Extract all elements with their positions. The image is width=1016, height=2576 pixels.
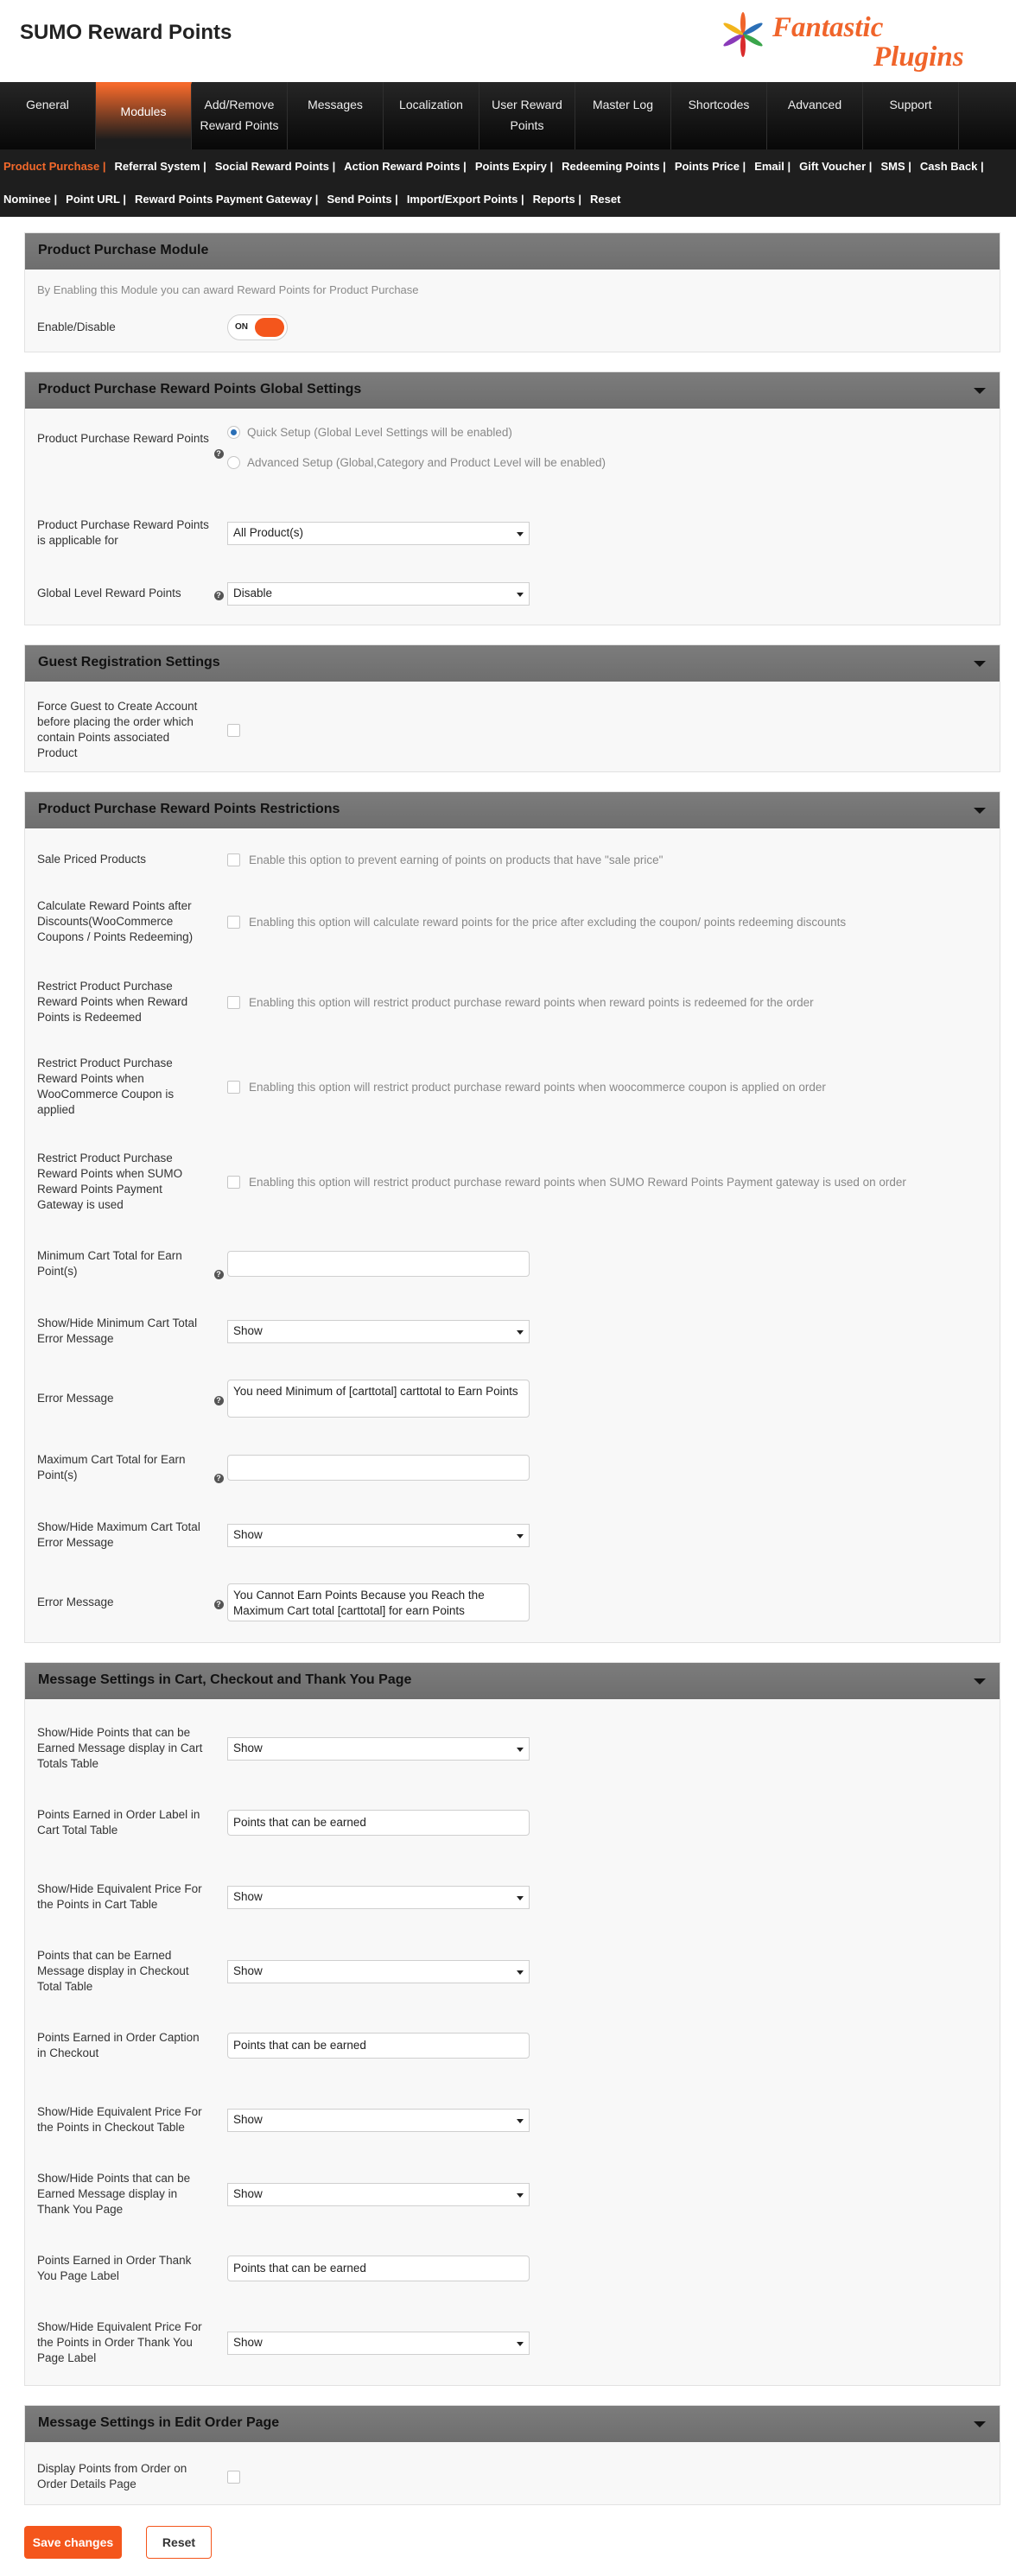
restrict-redeemed-checkbox[interactable] [227,996,240,1009]
module-enable-toggle[interactable] [227,314,288,340]
subnav-points-expiry[interactable]: Points Expiry | [474,160,554,173]
subnav-reports[interactable]: Reports | [532,193,581,206]
show-min-error-select[interactable] [227,1320,530,1343]
select-value: All Product(s) [233,525,304,539]
setting-label: Points Earned in Order Thank You Page Label [37,2254,192,2282]
max-cart-input[interactable] [227,1455,530,1481]
restrict-gateway-description: Enabling this option will restrict product purchase reward points when SUMO Reward Points Payment gateway is used on order [249,1175,906,1189]
setting-row [37,1433,987,1502]
subnav-social-reward-points[interactable]: Social Reward Points | [214,160,336,173]
subnav-product-purchase[interactable]: Product Purchase | [3,160,106,173]
field [227,1320,987,1343]
calc-after-discounts-description: Enabling this option will calculate reward points for the price after excluding the coupon/ points redeeming discounts [249,915,847,929]
subnav-referral-system[interactable]: Referral System | [114,160,206,173]
collapse-caret-icon[interactable] [974,2421,986,2427]
help-icon[interactable]: ? [214,591,224,600]
setting-row [37,2157,987,2231]
field [227,1251,987,1277]
setting-label: Show/Hide Points that can be Earned Message display in Thank You Page [37,2172,191,2216]
field [227,1960,987,1983]
settings-content [0,217,1016,2576]
tab-general[interactable]: General [0,82,96,149]
tab-messages[interactable]: Messages [288,82,384,149]
subnav-import-export-points[interactable]: Import/Export Points | [406,193,524,206]
panel-title-text: Message Settings in Cart, Checkout and Thank You Page [38,1672,412,1687]
main-nav [0,82,1016,149]
setting-row [37,568,987,619]
setting-row [37,965,987,1039]
setting-row [37,2454,987,2499]
chevron-down-icon [517,1330,524,1335]
max-cart-label: Maximum Cart Total for Earn Point(s) [37,1453,186,1482]
panel-title-text: Product Purchase Module [38,243,209,257]
field [227,1081,987,1094]
collapse-caret-icon[interactable] [974,661,986,667]
collapse-caret-icon[interactable] [974,808,986,814]
chevron-down-icon [517,2119,524,2123]
select-value: Show [233,1527,263,1541]
panel-restrictions [24,791,1000,1643]
thankyou-equivalent-price-select[interactable] [227,2332,530,2355]
setting-row [37,1786,987,1860]
select-value: Show [233,1964,263,1977]
select-value: Show [233,2112,263,2126]
chevron-down-icon [517,1896,524,1900]
setting-row [37,2008,987,2083]
field [227,996,987,1009]
module-sub-nav [0,149,1016,217]
min-error-message-textarea[interactable]: You need Minimum of [carttotal] carttotal to Earn Points [227,1380,530,1418]
chevron-down-icon [517,532,524,536]
applicable-select[interactable] [227,522,530,545]
panel-title [25,233,1000,270]
setting-row [37,2231,987,2306]
help-icon[interactable]: ? [214,1474,224,1483]
applicable-label: Product Purchase Reward Points is applicable for [37,518,209,547]
rp-setup-label: Product Purchase Reward Points [37,432,209,445]
tab-support[interactable]: Support [863,82,959,149]
panel-global-settings [24,371,1000,625]
save-changes-button[interactable]: Save changes [24,2526,122,2559]
panel-title-text: Product Purchase Reward Points Restrictions [38,802,340,816]
setting-row [37,1298,987,1364]
display-points-label: Display Points from Order on Order Details Page [37,2462,187,2490]
sale-priced-checkbox[interactable] [227,853,240,866]
sale-priced-description: Enable this option to prevent earning of points on products that have "sale price" [249,853,664,866]
tab-master-log[interactable]: Master Log [575,82,671,149]
cart-equivalent-price-select[interactable] [227,1886,530,1909]
force-guest-label: Force Guest to Create Account before placing the order which contain Points associated Product [37,700,198,759]
setting-row [37,1502,987,1568]
subnav-payment-gateway[interactable]: Reward Points Payment Gateway | [135,193,319,206]
setting-row [37,1134,987,1229]
show-max-error-label: Show/Hide Maximum Cart Total Error Message [37,1520,200,1549]
checkout-earned-caption-input[interactable]: Points that can be earned [227,2033,530,2059]
setting-row [37,1364,987,1433]
max-error-message-textarea[interactable]: You Cannot Earn Points Because you Reach the Maximum Cart total [carttotal] for earn Points [227,1583,530,1621]
help-slot [210,426,227,459]
field [227,2183,987,2206]
subnav-redeeming-points[interactable]: Redeeming Points | [562,160,666,173]
restrict-coupon-description: Enabling this option will restrict product purchase reward points when woocommerce coupon is applied on order [249,1080,826,1094]
sale-priced-label: Sale Priced Products [37,853,147,866]
help-icon[interactable]: ? [214,449,224,459]
select-value: Show [233,2335,263,2349]
toggle-text: ON [235,322,248,332]
subnav-point-url[interactable]: Point URL | [66,193,126,206]
field [227,522,987,545]
panel-edit-order [24,2405,1000,2505]
tab-modules-label: Modules [120,105,167,118]
panel-title-text: Product Purchase Reward Points Global Settings [38,382,362,397]
radio-quick-setup[interactable] [227,426,606,439]
app-header [0,0,1016,82]
collapse-caret-icon[interactable] [974,1678,986,1685]
min-cart-input[interactable] [227,1251,530,1277]
chevron-down-icon [517,593,524,597]
enable-disable-label: Enable/Disable [37,320,116,333]
panel-body [25,682,1000,771]
thankyou-earned-message-select[interactable] [227,2183,530,2206]
panel-title[interactable] [25,1663,1000,1699]
chevron-down-icon [517,1970,524,1975]
min-error-message-label: Error Message [37,1392,114,1405]
toggle-knob [255,318,284,337]
field [227,1810,987,1836]
checkout-earned-message-select[interactable] [227,1960,530,1983]
setting-label: Points Earned in Order Label in Cart Total Table [37,1808,200,1837]
display-points-checkbox[interactable] [227,2471,240,2484]
max-error-message-label: Error Message [37,1596,114,1608]
panel-title[interactable] [25,645,1000,682]
checkout-equivalent-price-select[interactable] [227,2109,530,2132]
setting-label: Show/Hide Equivalent Price For the Points in Checkout Table [37,2105,202,2134]
setting-label: Points that can be Earned Message display in Checkout Total Table [37,1949,189,1993]
panel-title[interactable] [25,792,1000,828]
setting-row [37,1568,987,1637]
setting-row [37,498,987,568]
select-value: Disable [233,586,273,600]
sparkle-logo-icon [717,9,769,60]
field [227,1455,987,1481]
panel-title-text: Message Settings in Edit Order Page [38,2415,280,2430]
thankyou-earned-label-input[interactable]: Points that can be earned [227,2256,530,2281]
setting-row [37,308,987,346]
field [227,426,987,469]
setting-row [37,1711,987,1786]
help-icon[interactable]: ? [214,1270,224,1279]
tab-shortcodes[interactable]: Shortcodes [671,82,767,149]
setting-row [37,421,987,498]
chevron-down-icon [517,2193,524,2198]
select-value: Show [233,1741,263,1754]
restrict-gateway-label: Restrict Product Purchase Reward Points when SUMO Reward Points Payment Gateway is used [37,1152,183,1211]
min-cart-label: Minimum Cart Total for Earn Point(s) [37,1249,182,1278]
setting-row [37,694,987,766]
field [227,1886,987,1909]
calc-after-discounts-label: Calculate Reward Points after Discounts(WooCommerce Coupons / Points Redeeming) [37,899,194,943]
help-icon[interactable]: ? [214,1396,224,1405]
force-guest-checkbox[interactable] [227,724,240,737]
panel-body [25,270,1000,352]
subnav-nominee[interactable]: Nominee | [3,193,58,206]
setup-radio-group [227,426,606,469]
subnav-points-price[interactable]: Points Price | [674,160,746,173]
field [227,2033,987,2059]
setting-row [37,841,987,879]
field [227,1737,987,1761]
subnav-gift-voucher[interactable]: Gift Voucher | [799,160,873,173]
global-level-label: Global Level Reward Points [37,587,181,600]
field [227,724,987,737]
cart-earned-label-input[interactable]: Points that can be earned [227,1810,530,1836]
panel-title[interactable] [25,372,1000,409]
restrict-gateway-checkbox[interactable] [227,1176,240,1189]
field [227,2109,987,2132]
help-slot [210,1596,227,1609]
panel-message-settings [24,1662,1000,2386]
calc-after-discounts-checkbox[interactable] [227,916,240,929]
tab-localization[interactable]: Localization [384,82,479,149]
setting-label: Show/Hide Equivalent Price For the Points in Order Thank You Page Label [37,2320,202,2364]
show-max-error-select[interactable] [227,1524,530,1547]
setting-row [37,2083,987,2157]
subnav-email[interactable]: Email | [754,160,791,173]
setting-label: Show/Hide Points that can be Earned Message display in Cart Totals Table [37,1726,203,1770]
setting-label: Points Earned in Order Caption in Checkout [37,2031,200,2059]
collapse-caret-icon[interactable] [974,388,986,394]
field [227,314,987,340]
subnav-cash-back[interactable]: Cash Back | [919,160,984,173]
brand-logo [715,7,1000,76]
help-slot [210,587,227,600]
panel-guest-registration [24,644,1000,772]
show-min-error-label: Show/Hide Minimum Cart Total Error Message [37,1317,198,1345]
module-description: By Enabling this Module you can award Reward Points for Product Purchase [37,283,419,296]
subnav-sms[interactable]: SMS | [880,160,911,173]
radio-advanced-setup[interactable] [227,456,606,469]
subnav-action-reward-points[interactable]: Action Reward Points | [344,160,467,173]
radio-label: Advanced Setup (Global,Category and Product Level will be enabled) [247,456,606,469]
field [227,2256,987,2281]
setting-row [37,879,987,965]
restrict-redeemed-label: Restrict Product Purchase Reward Points when Reward Points is Redeemed [37,980,188,1024]
chevron-down-icon [517,2342,524,2346]
help-slot [210,1266,227,1293]
panel-body [25,2442,1000,2504]
field [227,1380,987,1418]
form-actions [24,2524,1000,2576]
tab-advanced[interactable]: Advanced [767,82,863,149]
tab-user-reward-points[interactable]: User Reward Points [479,82,575,149]
panel-body [25,409,1000,625]
help-slot [210,1469,227,1497]
panel-title-text: Guest Registration Settings [38,655,220,669]
field [227,2471,987,2484]
setting-row [37,1934,987,2008]
radio-button[interactable] [227,456,240,469]
help-icon[interactable]: ? [214,1600,224,1609]
restrict-coupon-checkbox[interactable] [227,1081,240,1094]
chevron-down-icon [517,1534,524,1539]
panel-body [25,1699,1000,2385]
restrict-coupon-label: Restrict Product Purchase Reward Points when WooCommerce Coupon is applied [37,1056,175,1116]
field [227,1176,987,1189]
global-level-select[interactable] [227,582,530,606]
app-title: SUMO Reward Points [20,21,232,44]
field [227,916,987,929]
chevron-down-icon [517,1748,524,1752]
tab-add-remove-reward-points[interactable]: Add/Remove Reward Points [192,82,288,149]
field [227,853,987,866]
field [227,1524,987,1547]
setting-row [37,2306,987,2380]
field [227,582,987,606]
subnav-reset[interactable]: Reset [590,193,621,206]
radio-label: Quick Setup (Global Level Settings will be enabled) [247,426,512,439]
setting-label: Show/Hide Equivalent Price For the Points in Cart Table [37,1882,202,1911]
logo-word-plugins: Plugins [873,41,964,73]
field [227,2332,987,2355]
field [227,1583,987,1621]
select-value: Show [233,1889,263,1903]
select-value: Show [233,2186,263,2200]
reset-button[interactable]: Reset [146,2526,212,2559]
cart-earned-message-select[interactable] [227,1737,530,1761]
panel-product-purchase-module [24,232,1000,352]
logo-word-fantastic: Fantastic [772,12,884,43]
tab-modules[interactable] [96,82,192,149]
radio-button[interactable] [227,426,240,439]
setting-row [37,1860,987,1934]
panel-title[interactable] [25,2406,1000,2442]
setting-row [37,1229,987,1298]
help-slot [210,1392,227,1405]
subnav-send-points[interactable]: Send Points | [327,193,398,206]
panel-body [25,828,1000,1642]
setting-row [37,1039,987,1134]
restrict-redeemed-description: Enabling this option will restrict product purchase reward points when reward points is redeemed for the order [249,995,814,1009]
select-value: Show [233,1323,263,1337]
